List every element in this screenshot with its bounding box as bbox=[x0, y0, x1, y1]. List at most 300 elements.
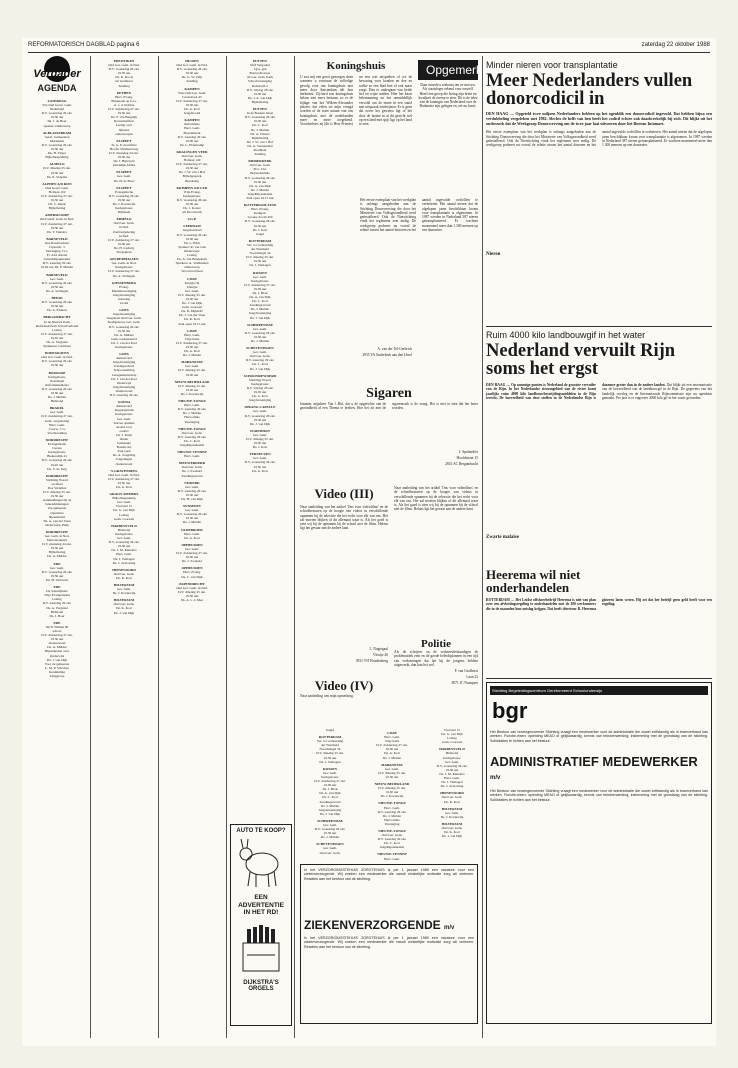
agenda-line: Zaterdag bbox=[117, 296, 131, 301]
agenda-line: Fr. Afd. Altena bbox=[46, 253, 68, 258]
agenda-line: Sr. G. P. Zondvliet bbox=[111, 142, 137, 147]
agenda-line: Ouderavond bbox=[115, 388, 133, 393]
agenda-line: 19.30 uur bbox=[50, 363, 64, 368]
agenda-line: 19.30 uur bbox=[323, 755, 337, 760]
agenda-line: D.V. woensdag 26 okt. bbox=[41, 359, 73, 364]
agenda-line: Sprekerse: Gerritsen bbox=[43, 344, 71, 349]
agenda-line: Ds. J. van Dijk bbox=[249, 421, 271, 426]
agenda-line: D.V. donderdag 27 okt. bbox=[108, 107, 140, 112]
agenda-line: D.V. maandag 24 okt. bbox=[42, 542, 72, 547]
agenda-line: Reformatiedienst bbox=[45, 382, 69, 387]
agenda-line: Ds. T. Tuinstra bbox=[46, 229, 68, 234]
page-header-right: zaterdag 22 oktober 1988 bbox=[641, 42, 710, 48]
agenda-line: 19.30 uur bbox=[50, 494, 64, 499]
agenda-line: Ds. D. Dijkhoff bbox=[181, 309, 203, 314]
agenda-line: 19.30 uur bbox=[185, 516, 199, 521]
agenda-line: EDE bbox=[53, 585, 61, 590]
agenda-line: 19.30 uur bbox=[50, 225, 64, 230]
agenda-line: PAPENDRECHT bbox=[179, 581, 205, 586]
column-divider bbox=[294, 56, 295, 1038]
agenda-line: Cursus bbox=[52, 446, 62, 451]
agenda-line: Jeugd bbox=[256, 231, 264, 236]
agenda-line: D.V. vrijdag 28 okt. bbox=[246, 87, 274, 92]
agenda-line: Vrij Oud Geref. Gem. bbox=[42, 103, 72, 108]
agenda-line: 19.30 uur bbox=[185, 555, 199, 560]
agenda-line: Zaal open 19.15 uur bbox=[246, 196, 274, 200]
agenda-line: D.V. woensdag 26 okt. bbox=[244, 330, 276, 335]
agenda-line: Ger. Gem. in Ned. bbox=[44, 534, 70, 538]
agenda-line: 19.30 uur bbox=[253, 464, 267, 469]
agenda-line: D.V. woensdag 26 okt. bbox=[244, 219, 276, 224]
agenda-line: Ds. J. van der Poel bbox=[111, 376, 137, 381]
agenda-line: DORDRECHT bbox=[45, 473, 69, 478]
agenda-line: Ds. J. Verhagen bbox=[113, 556, 135, 561]
agenda-line: Voor de gemeente bbox=[44, 661, 70, 666]
agenda-line: Kerkgebouw Ger. Gem. bbox=[107, 320, 141, 325]
agenda-line: Ger. Gem. bbox=[322, 770, 338, 775]
agenda-line: D.V. woensdag 26 okt. bbox=[108, 193, 140, 198]
agenda-column-3 bbox=[160, 56, 224, 1041]
agenda-line: Lezing over bbox=[115, 123, 133, 128]
article-divider bbox=[486, 678, 712, 679]
agenda-line: Onderwerp: Hulp bbox=[45, 522, 69, 527]
agenda-line: Ds. J. Mulder bbox=[250, 187, 270, 192]
agenda-line: ROTTERDAM bbox=[248, 238, 272, 243]
agenda-line: Evang. bbox=[119, 284, 129, 289]
agenda-line: Ds. G. Veenendaal bbox=[247, 143, 273, 148]
agenda-line: D.V. dinsdag 25 okt. bbox=[178, 292, 206, 297]
agenda-line: D.V. donderdag 27 okt. bbox=[41, 193, 73, 198]
agenda-line: BERGAMBACHT bbox=[43, 315, 71, 320]
agenda-line: Kerkgebouw bbox=[115, 531, 133, 536]
agenda-line: Jeugdvereniging bbox=[112, 312, 136, 317]
agenda-line: Ver. tot verbreiding bbox=[246, 242, 274, 247]
agenda-line: Herv. Evang. bbox=[251, 207, 269, 212]
column-divider bbox=[226, 56, 227, 1038]
agenda-line: 19.30 uur bbox=[117, 241, 131, 246]
agenda-line: BOSKOOP bbox=[48, 370, 66, 375]
agenda-line: Bijbelbespreking bbox=[112, 496, 136, 501]
agenda-line: ALPHEN A/D RIJN bbox=[42, 181, 72, 186]
agenda-line: Kringtocht bbox=[184, 280, 200, 285]
agenda-line: D.V. woensdag 26 okt. bbox=[41, 142, 73, 147]
agenda-line: HILVERSUM bbox=[113, 582, 135, 587]
agenda-line: Bijbelgesprek bbox=[182, 174, 202, 179]
agenda-line: AMERSFOORT bbox=[44, 213, 70, 218]
agenda-line: SCHERPENISSE bbox=[247, 322, 273, 327]
page-header-left: REFORMATORISCH DAGBLAD pagina 6 bbox=[28, 42, 140, 48]
agenda-line: Ver. tot verbreiding bbox=[316, 739, 344, 744]
agenda-line: D.V. woensdag 26 okt. bbox=[436, 763, 468, 768]
agenda-line: bekendmakingen bbox=[45, 502, 69, 507]
agenda-line: BRAKEL bbox=[49, 406, 65, 411]
agenda-line: Ds. J. Mulder bbox=[250, 307, 270, 312]
agenda-line: Herv. Gem. bbox=[384, 805, 400, 810]
agenda-line: bijeenkomst bbox=[48, 514, 66, 519]
agenda-line: KRALINGEN VEER bbox=[176, 149, 208, 154]
agenda-line: Ds. J. Mulder bbox=[382, 755, 402, 760]
agenda-line: D.V. zaterdag 29 okt. bbox=[177, 134, 207, 139]
agenda-line: D.V. donderdag 27 okt. bbox=[108, 237, 140, 242]
agenda-line: Hoflaan 102 bbox=[48, 189, 66, 194]
agenda-line: Evangelische bbox=[114, 189, 134, 194]
agenda-line: S.G.P. bbox=[187, 217, 197, 222]
agenda-column-2 bbox=[92, 56, 156, 1041]
agenda-line: 19.30 uur bbox=[50, 115, 64, 120]
agenda-line: Blekersdijk 41 bbox=[47, 454, 67, 459]
agenda-line: Jeugdavond bbox=[183, 111, 201, 116]
agenda-line: Ds. J. de Koning bbox=[440, 784, 464, 789]
agenda-line: Ger. Gem. bbox=[116, 536, 132, 541]
agenda-line: Liturgie bbox=[186, 284, 198, 289]
agenda-line: OLDEBROEK bbox=[181, 527, 203, 532]
agenda-line: Predikant bbox=[253, 147, 267, 152]
agenda-line: D.V. zaterdag 29 okt. bbox=[377, 837, 407, 842]
agenda-line: Ouder bbox=[119, 436, 129, 441]
agenda-line: Oud Ger. Gem. bbox=[113, 571, 135, 576]
agenda-line: SCHOONREWOERD bbox=[243, 373, 277, 378]
agenda-line: ERMELO bbox=[116, 217, 132, 222]
article-divider bbox=[486, 326, 712, 327]
agenda-line: D.V. woensdag 26 okt. bbox=[108, 67, 140, 72]
agenda-line: Ds. H. Visser bbox=[47, 151, 66, 156]
agenda-line: Zendingsavond bbox=[249, 303, 271, 308]
agenda-line: Zendelijk Afrika bbox=[112, 163, 136, 168]
agenda-line: Ds. J. Verhagen bbox=[319, 759, 341, 764]
agenda-line: Kerkgeb. bbox=[253, 211, 267, 216]
agenda-line: Ds. A. Mulder bbox=[114, 332, 134, 337]
agenda-line: Ds. J. Mulder bbox=[47, 395, 67, 400]
agenda-line: GELDERMALSEN bbox=[109, 257, 139, 262]
agenda-line: 'S-GRAVENDEEL bbox=[110, 468, 138, 473]
agenda-line: Lezing bbox=[187, 253, 197, 258]
agenda-line: Oud Ger. Gem. bbox=[441, 795, 463, 800]
agenda-line: Ds. J. van der Veen bbox=[178, 313, 206, 318]
agenda-line: ELSPEET bbox=[116, 185, 132, 190]
agenda-line: NIEUWE-VENNEP bbox=[177, 450, 207, 455]
agenda-line: onderwerpen bbox=[115, 131, 133, 136]
agenda-line: Ds. C. Kort bbox=[252, 123, 268, 128]
agenda-line: NIEUWE-TONGE bbox=[378, 801, 406, 806]
agenda-line: Spreker: R. van Gils bbox=[178, 244, 206, 249]
agenda-line: Oud Ger. Gem. bbox=[181, 465, 203, 470]
agenda-line: Jeugdvereniging bbox=[112, 360, 136, 365]
agenda-line: avond bbox=[119, 301, 129, 306]
agenda-line: 19.30 uur bbox=[253, 390, 267, 395]
opgemerkt-column: Opgemerkt Daar ruimde u toekomt om ze met uw. Als staatsleger erkend voor onszelf. Heeft een groep die lezing zijn brein en kwaliteit de zweep te zien. Dit is de tekst van de koningin van Nederland over de Brabantse zijn gelegen en, zet nu hoort. bbox=[418, 60, 478, 190]
agenda-line: Gem. voorzaal bbox=[442, 740, 462, 745]
agenda-line: D.V. woensdag 26 okt. bbox=[176, 232, 208, 237]
agenda-line: D.V. woensdag 26 okt. bbox=[41, 300, 73, 305]
agenda-line: 19.30 uur bbox=[445, 767, 459, 772]
agenda-line: Jeugdcentrum bbox=[114, 408, 134, 413]
article-donorcodicil: Minder nieren voor transplantatie Meer Nederlanders vullen donorcodicil in DEN HAAG — Opgeteld twee miljoen Nederlanders hebben op het ogenblik een donorcodicil ingevuld. Dat hebben bijna een verdubbeling vergeleken met 1982. Slechts de helft van hen heeft het codicil echter ook daadwerkelijk bij zich. Dit blijkt uit het onderzoek dat de Werkgroep Donorwerving om de twee jaar laat uitvoeren door het Bureau Intomart. Het eerste exemplaar van het werkplan is onlangs aangeboden aan de Stichting Donorwerving die door het Ministerie van Volksgezondheid werd geïnstalleerd. Ook de Nierstichting vindt het reglement zeer nodig. De werkgroep probeert nu vooral de relatie tussen het aantal donoren en het aantal ingevulde codicillen te verbeteren. Het aantal nieren dat de afgelopen jaren beschikbaar kwam voor transplantatie is afgenomen. In 1987 werden in Nederland 387 nieren getransplanteerd. Er wachten momenteel meer dan 1.300 mensen op een donornier. Nieren bbox=[486, 60, 712, 258]
sigaren-signature: J. Spaliardier Hoofdstraat 15 2841 AC Bergambacht bbox=[445, 450, 478, 466]
agenda-line: Woord en Daad bbox=[181, 269, 203, 274]
agenda-line: D.V. zaterdag 29 okt. bbox=[177, 488, 207, 493]
agenda-line: 19.30 uur bbox=[253, 179, 267, 184]
agenda-line: D.V. woensdag 26 okt. bbox=[314, 827, 346, 832]
agenda-line: Kerkgebouw bbox=[115, 345, 133, 349]
column-divider bbox=[90, 56, 91, 1038]
agenda-line: BODEGRAVEN bbox=[45, 351, 69, 356]
organ-illustration-icon bbox=[239, 925, 283, 975]
agenda-line: Ouderavond bbox=[48, 641, 66, 646]
agenda-line: Lezing bbox=[52, 597, 62, 602]
agenda-line: Bidstond bbox=[445, 751, 459, 756]
agenda-column-4 bbox=[228, 56, 292, 821]
agenda-line: LISSE bbox=[187, 276, 197, 281]
agenda-line: D.V. zaterdag 29 okt. bbox=[245, 358, 275, 363]
agenda-line: Mariakerk bbox=[49, 138, 65, 143]
agenda-line: bijbelse bbox=[118, 127, 130, 132]
agenda-line: Teevee opname bbox=[113, 420, 135, 425]
agenda-line: D.V. woensdag 26 okt. bbox=[244, 115, 276, 120]
column-divider bbox=[158, 56, 159, 1038]
agenda-line: Ds. R. Kort bbox=[116, 575, 132, 580]
agenda-line: SCHEVENINGEN bbox=[246, 346, 274, 351]
agenda-line: school bbox=[52, 628, 62, 633]
agenda-line: Aanmeldingen bij de bbox=[42, 498, 72, 503]
agenda-line: 19.30 uur bbox=[117, 544, 131, 549]
agenda-line: D.V. dinsdag 25 okt. bbox=[246, 436, 274, 441]
agenda-line: Ds. J. van Dijk bbox=[113, 610, 135, 615]
agenda-line: Ds. J. Mulder bbox=[182, 353, 202, 358]
agenda-line: Ds. H. de Boer bbox=[113, 178, 135, 183]
agenda-line: Lezing bbox=[447, 736, 457, 741]
agenda-line: 19.30 uur bbox=[185, 492, 199, 497]
agenda-line: Jeugdbijeenkomst bbox=[247, 191, 273, 196]
agenda-line: HARDINXVELD bbox=[439, 747, 465, 752]
svg-text:bgr: bgr bbox=[492, 698, 528, 723]
agenda-line: Stichting Woord bbox=[45, 477, 69, 482]
agenda-line: Jeugdverbond bbox=[182, 228, 202, 233]
agenda-line: DORDRECHT bbox=[45, 529, 69, 534]
agenda-line: Onderwijs bbox=[49, 653, 65, 658]
agenda-line: Noordsingel 34 bbox=[319, 747, 341, 752]
agenda-line: in Ned. bbox=[119, 225, 129, 230]
bgo-logo-icon bbox=[490, 698, 550, 722]
agenda-line: Gemeente bbox=[117, 441, 131, 446]
agenda-line: HILVERSUM bbox=[113, 598, 135, 603]
agenda-line: Ds. L. Blok bbox=[184, 240, 200, 245]
agenda-line: Ger. Gem. bbox=[116, 416, 132, 421]
letter-continuation: Het eerste exemplaar van het werkplan is onlangs aangeboden aan de Stichting Donorwerving die door het Ministerie van Volksgezondheid werd geïnstalleerd. Ook de Nierstichting vindt het reglement zeer nodig. De werkgroep probeert nu vooral de relatie tussen het aantal donoren en het aantal ingevulde codicillen te verbeteren. Het aantal nieren dat de afgelopen jaren beschikbaar kwam voor transplantatie is afgenomen. In 1987 werden in Nederland 387 nieren getransplanteerd. Er wachten momenteel meer dan 1.300 mensen op een donornier. bbox=[360, 198, 478, 233]
agenda-line: Jeugdbijeenkomst bbox=[179, 442, 205, 447]
agenda-line: 19.30 uur bbox=[185, 166, 199, 171]
agenda-line: Zanggroep bbox=[49, 674, 65, 678]
agenda-line: Jeugdbijeenkomst bbox=[379, 845, 405, 850]
agenda-line: Vereniging bbox=[384, 821, 400, 826]
agenda-line: 19.30 uur bbox=[117, 480, 131, 485]
agenda-line: Kerkgebouw bbox=[251, 278, 269, 283]
agenda-line: Ger. Gem. bbox=[384, 766, 400, 771]
agenda-line: Aktieavond bbox=[116, 404, 132, 409]
agenda-line: Oud Geref. Gem. bbox=[45, 185, 69, 190]
agenda-line: Ds. A. Kort bbox=[184, 535, 200, 540]
agenda-line: Sprekers: A. Veldhuizen bbox=[175, 261, 209, 266]
agenda-line: ouders bbox=[119, 428, 129, 433]
agenda-line: Ds. J. Kort bbox=[252, 227, 268, 232]
agenda-line: NUNSPEET bbox=[182, 504, 202, 509]
agenda-line: MARKNESSE bbox=[381, 762, 403, 767]
agenda-line: Prot. Chr. bbox=[253, 167, 267, 172]
agenda-line: Ger. Gem. bbox=[184, 364, 200, 369]
agenda-line: Herv. Evang. bbox=[183, 570, 201, 575]
agenda-line: D.V. woensdag 26 okt. bbox=[108, 540, 140, 545]
agenda-line: Ger. Gem. bbox=[184, 508, 200, 513]
agenda-line: Hervormde bbox=[184, 415, 200, 420]
agenda-line: D.V. woensdag 26 okt. bbox=[244, 413, 276, 418]
agenda-line: SGP Vergadert bbox=[250, 63, 270, 68]
agenda-line: Noordsingel 34 bbox=[249, 251, 271, 256]
ad-administratief-medewerker: Stichting Begeleidingscentrum Gereformeerd Schoolonderwijs bgr Het Bestuur van bovengenoemde Stichting vraagt een medewerker voor de administratie die zowel zelfstandig als in teamverband kan werken. Functie-eisen: opleiding MEAO of gelijkwaardig; kennis van tekstverwerking; instemming met de grondslag van de stichting. Sollicitaties te richten aan het bestuur. ADMINISTRATIEF MEDEWERKER m/v Het Bestuur van bovengenoemde Stichting vraagt een medewerker voor de administratie die zowel zelfstandig als in teamverband kan werken. Functie-eisen: opleiding MEAO of gelijkwaardig; kennis van tekstverwerking; instemming met de grondslag van de stichting. Sollicitaties te richten aan het bestuur. bbox=[486, 682, 712, 1024]
agenda-line: Ger. Gem. bbox=[184, 288, 200, 293]
agenda-line: Zending bbox=[186, 79, 198, 84]
agenda-line: Bidstond bbox=[117, 527, 131, 532]
agenda-line: Kerkgebouw bbox=[183, 193, 201, 198]
agenda-line: Bidstond bbox=[50, 399, 64, 404]
agenda-line: Oostsingel bbox=[49, 378, 65, 383]
agenda-line: D.V. zaterdag 29 okt. bbox=[109, 393, 139, 398]
agenda-line: Ds. J. Zweistra bbox=[181, 469, 203, 474]
agenda-line: Ds. J. van Dijk bbox=[441, 834, 463, 839]
agenda-line: Zendingsavond bbox=[181, 473, 203, 478]
agenda-line: Herv. Evang. bbox=[115, 94, 133, 99]
agenda-line: Bidstond bbox=[50, 609, 64, 614]
agenda-line: Jeugdvereniging bbox=[112, 292, 136, 297]
agenda-line: Bijbellezing bbox=[48, 550, 66, 555]
agenda-line: Oud Ger. Gem. bbox=[381, 833, 403, 838]
letter-politie: Politie Als de schrijver en de verkeersdeskundigen de problematiek zien en de goede beleidsplannen in een tijd van verkiezingen dat het bij de jongens hebben uitgewerkt, dan kan het wel. F. van Grafhorst Laan 23 8071 JC Nunspeet bbox=[394, 638, 478, 686]
agenda-line: Ds. A. van Dijk bbox=[249, 295, 271, 300]
agenda-line: 19.30 uur bbox=[323, 783, 337, 788]
agenda-line: Ger. Gem. bbox=[116, 500, 132, 505]
agenda-line: Rehoboth 2 bbox=[252, 83, 268, 88]
agenda-line: EDEWIJKEN bbox=[113, 59, 135, 63]
agenda-line: PUTTEN bbox=[253, 59, 267, 63]
agenda-line: D.V. zaterdag 29 okt. bbox=[177, 407, 207, 412]
agenda-line: Kerkgebouw bbox=[115, 206, 133, 211]
agenda-line: L. M. P. Scholten bbox=[45, 665, 69, 670]
agenda-line: D.V. donderdag 27 okt. bbox=[244, 282, 276, 287]
agenda-line: PUTTEN bbox=[253, 107, 267, 112]
agenda-line: D.V. dinsdag 25 okt. bbox=[43, 490, 71, 495]
agenda-line: Ds. J. Blok bbox=[322, 787, 338, 792]
agenda-line: D.V. woensdag 26 okt. bbox=[244, 175, 276, 180]
agenda-line: HARDINXVELD bbox=[111, 523, 137, 528]
agenda-line: Ds. A. Verhagen bbox=[112, 273, 136, 278]
agenda-line: D.V. woensdag 26 okt. bbox=[176, 197, 208, 202]
agenda-line: LISSE bbox=[187, 328, 197, 333]
agenda-line: 19.30 uur bbox=[50, 546, 64, 551]
agenda-line: Jeugdvereniging bbox=[318, 807, 342, 812]
agenda-line: TERNEUZEN bbox=[249, 452, 271, 457]
agenda-line: Ger. Gem. bbox=[444, 759, 460, 764]
agenda-line: 19.30 uur bbox=[117, 71, 131, 76]
page-header bbox=[28, 42, 710, 52]
agenda-line: Groene Zoom 459 bbox=[247, 215, 273, 220]
agenda-line: RIJSSEN bbox=[253, 270, 267, 275]
agenda-line: Kerkgebouw bbox=[48, 450, 66, 455]
agenda-line: Gem. Gedeputeerd bbox=[111, 336, 137, 341]
agenda-line: Ouderavond bbox=[115, 461, 133, 466]
agenda-line: Kerkgebouw bbox=[251, 381, 269, 386]
agenda-column-1 bbox=[26, 56, 88, 1041]
agenda-line: Ds. A. Kort bbox=[184, 107, 200, 112]
agenda-line: In de Boeken Steen bbox=[246, 111, 274, 116]
agenda-line: Ds. J. van der Poel bbox=[111, 340, 137, 345]
agenda-line: Ds. S. de Jong bbox=[47, 466, 67, 471]
agenda-line: D.V. dinsdag 25 okt. bbox=[378, 770, 406, 775]
agenda-line: Ds. A. Kort bbox=[116, 485, 132, 489]
agenda-line: 19.30 uur bbox=[253, 119, 267, 124]
agenda-line: 19.30 uur bbox=[253, 286, 267, 291]
agenda-line: 't Gerw. J. G. bbox=[48, 426, 66, 431]
agenda-line: Ds. H. Verboom bbox=[46, 577, 68, 582]
agenda-line: Ds. C. Kort bbox=[322, 795, 338, 800]
agenda-line: Evangelisatie bbox=[47, 442, 67, 447]
agenda-line: Ds. A. Kort bbox=[184, 349, 200, 354]
agenda-line: SPRANG-CAPELLE bbox=[244, 405, 276, 410]
agenda-line: 19.30 uur bbox=[50, 198, 64, 203]
agenda-line: Schoolvereniging bbox=[248, 79, 272, 84]
agenda-line: uit Ger. Gem. Kerk bbox=[246, 75, 274, 80]
agenda-line: Ds. E. Venema bbox=[46, 174, 68, 179]
agenda-line: NIEUW-BEIJERLAND bbox=[374, 782, 410, 787]
agenda-line: Herv. Gem. bbox=[184, 454, 200, 459]
agenda-line: der Waarheid bbox=[320, 743, 340, 748]
agenda-line: 19.30 uur bbox=[253, 441, 267, 446]
agenda-line: Zie gemeente bbox=[47, 506, 67, 511]
agenda-line: NIEUWE-TONGE bbox=[178, 426, 206, 431]
agenda-line: Ds. J. Zweistra bbox=[181, 559, 203, 564]
agenda-line: HEINENOORD bbox=[440, 791, 464, 796]
agenda-line: Vereniging J.v.v. bbox=[45, 249, 69, 254]
agenda-line: D.V. zaterdag 29 okt. bbox=[42, 601, 72, 606]
agenda-line: Ds. A. van der Veen bbox=[43, 518, 71, 523]
agenda-line: Zaal open bbox=[117, 449, 131, 454]
agenda-line: SCHERPENISSE bbox=[317, 818, 343, 823]
agenda-line: Lgvr. gsb bbox=[253, 67, 267, 72]
agenda-line: Herv. Gem. bbox=[116, 552, 132, 557]
agenda-line: 19.30 uur bbox=[185, 372, 199, 377]
agenda-line: GOES bbox=[119, 308, 129, 313]
agenda-line: ROTTERDAM bbox=[318, 735, 342, 740]
ad-ziekenverzorgende: In het VERZORGINGSTEHUIS ZORGTEHUIS is per 1 januari 1989 een vacature voor een ziekenverzorgende. Wij zoeken een medewerker die vanuit christelijke motivatie zorg wil verlenen. Reacties aan het bestuur van de stichting. ZIEKENVERZORGENDE m/v In het VERZORGINGSTEHUIS ZORGTEHUIS is per 1 januari 1989 een vacature voor een ziekenverzorgende. Wij zoeken een medewerker die vanuit christelijke motivatie zorg wil verlenen. Reacties aan het bestuur van de stichting. bbox=[300, 864, 478, 1024]
agenda-line: D.V. woensdag 26 okt. bbox=[176, 67, 208, 72]
agenda-strip-b bbox=[362, 728, 422, 861]
donkey-illustration-icon bbox=[236, 834, 286, 889]
agenda-line: D.V. donderdag 27 okt. bbox=[314, 779, 346, 784]
agenda-line: Oud Ger. Gem. bbox=[113, 221, 135, 226]
agenda-line: Ger. Gem. bbox=[184, 484, 200, 489]
agenda-line: Ger. Gem. bbox=[252, 326, 268, 331]
agenda-line: 19.30 uur bbox=[50, 637, 64, 642]
agenda-line: Ds. J. M. Reinders bbox=[111, 548, 137, 553]
agenda-line: Martelaarskerk bbox=[46, 538, 68, 543]
agenda-line: HILVERSUM bbox=[441, 821, 463, 826]
agenda-line: 19.30 uur bbox=[185, 71, 199, 76]
agenda-line: Lezing bbox=[52, 327, 62, 332]
agenda-line: Ds. A. v. d. Mee bbox=[180, 597, 203, 602]
agenda-line: Broederkerk bbox=[183, 130, 201, 135]
agenda-line: 19.30 uur bbox=[117, 197, 131, 202]
agenda-line: 19.30 uur bbox=[185, 296, 199, 301]
agenda-line: ELSPEET bbox=[116, 170, 132, 175]
agenda-line: Jeugd bbox=[326, 728, 334, 732]
agenda-line: Ds. K. Kort bbox=[116, 606, 132, 611]
